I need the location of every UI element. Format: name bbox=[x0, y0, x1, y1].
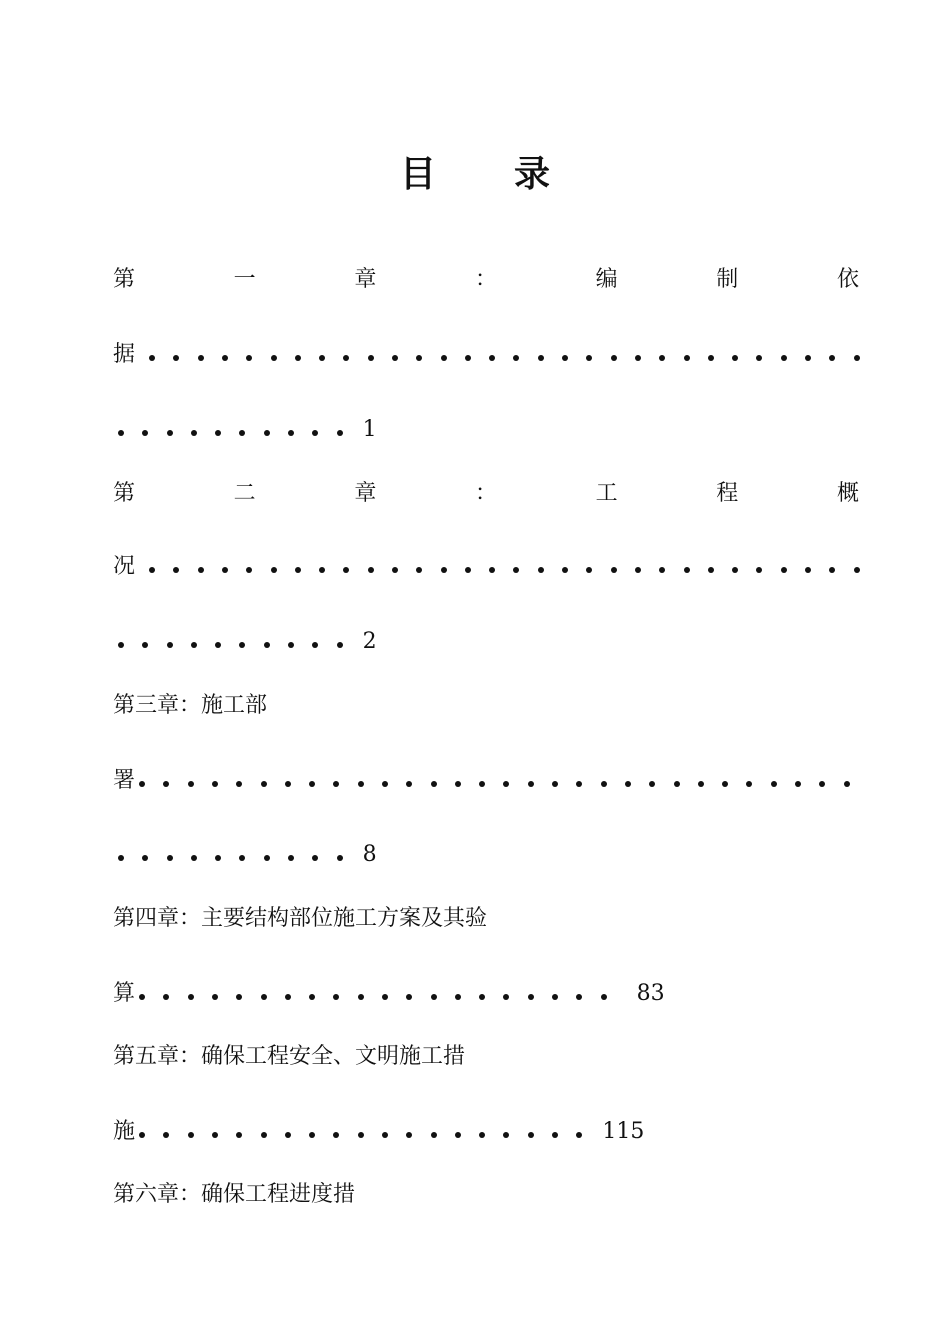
toc-leader-dots bbox=[139, 1132, 582, 1138]
leader-dot bbox=[337, 855, 343, 861]
leader-dot bbox=[756, 355, 762, 361]
leader-dot bbox=[309, 994, 315, 1000]
leader-dot bbox=[684, 355, 690, 361]
leader-dot bbox=[188, 781, 194, 787]
leader-dot bbox=[771, 781, 777, 787]
toc-entry-5-heading[interactable]: 第五章：确保工程安全、文明施工措 bbox=[113, 1044, 466, 1069]
leader-dot bbox=[215, 642, 221, 648]
toc-entry-2-leader-line bbox=[113, 552, 860, 582]
leader-dot bbox=[288, 430, 294, 436]
leader-dot bbox=[343, 355, 349, 361]
toc-entry-1-char: 第 bbox=[113, 267, 136, 292]
leader-dot bbox=[489, 567, 495, 573]
leader-dot bbox=[163, 994, 169, 1000]
leader-dot bbox=[576, 994, 582, 1000]
leader-dot bbox=[173, 355, 179, 361]
leader-dot bbox=[538, 355, 544, 361]
toc-entry-2-heading[interactable] bbox=[113, 479, 859, 509]
leader-dot bbox=[215, 855, 221, 861]
leader-dot bbox=[684, 567, 690, 573]
leader-dot bbox=[271, 355, 277, 361]
leader-dot bbox=[698, 781, 704, 787]
leader-dot bbox=[829, 355, 835, 361]
leader-dot bbox=[416, 567, 422, 573]
leader-dot bbox=[465, 355, 471, 361]
leader-dot bbox=[455, 1132, 461, 1138]
leader-dot bbox=[142, 855, 148, 861]
toc-entry-1-heading[interactable] bbox=[113, 265, 859, 295]
leader-dot bbox=[222, 355, 228, 361]
toc-entry-2-char: 第 bbox=[113, 481, 136, 506]
leader-dot bbox=[465, 567, 471, 573]
toc-leader-dots bbox=[118, 430, 343, 436]
leader-dot bbox=[118, 642, 124, 648]
leader-dot bbox=[295, 567, 301, 573]
leader-dot bbox=[239, 430, 245, 436]
leader-dot bbox=[854, 567, 860, 573]
toc-entry-1-page-line bbox=[113, 415, 377, 445]
leader-dot bbox=[503, 781, 509, 787]
leader-dot bbox=[285, 994, 291, 1000]
leader-dot bbox=[139, 781, 145, 787]
leader-dot bbox=[333, 994, 339, 1000]
leader-dot bbox=[576, 781, 582, 787]
leader-dot bbox=[167, 642, 173, 648]
leader-dot bbox=[805, 355, 811, 361]
leader-dot bbox=[285, 1132, 291, 1138]
leader-dot bbox=[139, 1132, 145, 1138]
leader-dot bbox=[586, 355, 592, 361]
leader-dot bbox=[309, 1132, 315, 1138]
leader-dot bbox=[142, 642, 148, 648]
leader-dot bbox=[118, 430, 124, 436]
leader-dot bbox=[756, 567, 762, 573]
leader-dot bbox=[264, 430, 270, 436]
leader-dot bbox=[239, 855, 245, 861]
toc-entry-3-page-line bbox=[113, 840, 377, 870]
toc-entry-1-leader-line bbox=[113, 340, 860, 370]
toc-entry-4-page: 83 bbox=[636, 981, 665, 1006]
leader-dot bbox=[611, 567, 617, 573]
leader-dot bbox=[264, 642, 270, 648]
leader-dot bbox=[212, 781, 218, 787]
leader-dot bbox=[479, 781, 485, 787]
leader-dot bbox=[264, 855, 270, 861]
leader-dot bbox=[528, 994, 534, 1000]
leader-dot bbox=[118, 855, 124, 861]
leader-dot bbox=[722, 781, 728, 787]
leader-dot bbox=[416, 355, 422, 361]
leader-dot bbox=[191, 855, 197, 861]
leader-dot bbox=[829, 567, 835, 573]
leader-dot bbox=[288, 642, 294, 648]
toc-entry-2-char: 程 bbox=[716, 481, 739, 506]
leader-dot bbox=[576, 1132, 582, 1138]
leader-dot bbox=[659, 567, 665, 573]
leader-dot bbox=[489, 355, 495, 361]
leader-dot bbox=[586, 567, 592, 573]
leader-dot bbox=[368, 567, 374, 573]
leader-dot bbox=[479, 1132, 485, 1138]
toc-entry-1-char: 依 bbox=[836, 267, 859, 292]
leader-dot bbox=[333, 1132, 339, 1138]
toc-entry-1-char: 编 bbox=[595, 267, 618, 292]
toc-entry-1-page: 1 bbox=[362, 417, 377, 442]
leader-dot bbox=[513, 567, 519, 573]
leader-dot bbox=[552, 781, 558, 787]
toc-entry-4-leader-line bbox=[113, 979, 665, 1009]
leader-dot bbox=[635, 567, 641, 573]
leader-dot bbox=[854, 355, 860, 361]
leader-dot bbox=[441, 355, 447, 361]
leader-dot bbox=[406, 781, 412, 787]
leader-dot bbox=[844, 781, 850, 787]
leader-dot bbox=[805, 567, 811, 573]
leader-dot bbox=[392, 355, 398, 361]
leader-dot bbox=[538, 567, 544, 573]
leader-dot bbox=[142, 430, 148, 436]
leader-dot bbox=[222, 567, 228, 573]
leader-dot bbox=[455, 994, 461, 1000]
leader-dot bbox=[198, 355, 204, 361]
toc-entry-2-char: 章 bbox=[354, 481, 377, 506]
leader-dot bbox=[337, 642, 343, 648]
leader-dot bbox=[239, 642, 245, 648]
leader-dot bbox=[455, 781, 461, 787]
leader-dot bbox=[552, 994, 558, 1000]
leader-dot bbox=[198, 567, 204, 573]
toc-entry-5-leader-line bbox=[113, 1117, 644, 1147]
leader-dot bbox=[333, 781, 339, 787]
leader-dot bbox=[358, 781, 364, 787]
toc-entry-2-char: ： bbox=[474, 481, 497, 506]
leader-dot bbox=[236, 1132, 242, 1138]
leader-dot bbox=[649, 781, 655, 787]
leader-dot bbox=[708, 355, 714, 361]
leader-dot bbox=[819, 781, 825, 787]
toc-entry-1-char: 制 bbox=[716, 267, 739, 292]
toc-entry-3-page: 8 bbox=[362, 842, 377, 867]
toc-entry-2-char: 二 bbox=[233, 481, 256, 506]
title-char-2: 录 bbox=[514, 153, 551, 195]
leader-dot bbox=[319, 355, 325, 361]
leader-dot bbox=[528, 1132, 534, 1138]
leader-dot bbox=[337, 430, 343, 436]
leader-dot bbox=[167, 855, 173, 861]
leader-dot bbox=[236, 781, 242, 787]
leader-dot bbox=[288, 855, 294, 861]
toc-entry-1-tail: 据 bbox=[113, 342, 136, 367]
leader-dot bbox=[173, 567, 179, 573]
leader-dot bbox=[261, 994, 267, 1000]
leader-dot bbox=[149, 567, 155, 573]
toc-leader-dots bbox=[118, 855, 343, 861]
leader-dot bbox=[312, 430, 318, 436]
leader-dot bbox=[382, 994, 388, 1000]
leader-dot bbox=[188, 994, 194, 1000]
toc-leader-dots bbox=[149, 355, 860, 361]
toc-entry-5-tail: 施 bbox=[113, 1119, 136, 1144]
leader-dot bbox=[513, 355, 519, 361]
toc-entry-3-leader-line bbox=[113, 766, 850, 796]
leader-dot bbox=[406, 1132, 412, 1138]
leader-dot bbox=[212, 994, 218, 1000]
leader-dot bbox=[503, 994, 509, 1000]
leader-dot bbox=[795, 781, 801, 787]
leader-dot bbox=[271, 567, 277, 573]
leader-dot bbox=[188, 1132, 194, 1138]
leader-dot bbox=[285, 781, 291, 787]
toc-entry-3-tail: 署 bbox=[113, 768, 136, 793]
leader-dot bbox=[343, 567, 349, 573]
leader-dot bbox=[246, 567, 252, 573]
leader-dot bbox=[503, 1132, 509, 1138]
toc-entry-2-page: 2 bbox=[362, 629, 377, 654]
toc-entry-1-char: 一 bbox=[233, 267, 256, 292]
toc-leader-dots bbox=[139, 781, 850, 787]
toc-entry-4-tail: 算 bbox=[113, 981, 136, 1006]
toc-leader-dots bbox=[139, 994, 607, 1000]
leader-dot bbox=[611, 355, 617, 361]
leader-dot bbox=[431, 994, 437, 1000]
leader-dot bbox=[149, 355, 155, 361]
leader-dot bbox=[562, 355, 568, 361]
toc-entry-4-heading[interactable]: 第四章：主要结构部位施工方案及其验 bbox=[113, 906, 488, 931]
leader-dot bbox=[562, 567, 568, 573]
leader-dot bbox=[781, 355, 787, 361]
leader-dot bbox=[212, 1132, 218, 1138]
leader-dot bbox=[441, 567, 447, 573]
leader-dot bbox=[601, 994, 607, 1000]
document-title bbox=[0, 148, 950, 200]
leader-dot bbox=[732, 567, 738, 573]
toc-entry-2-char: 概 bbox=[836, 481, 859, 506]
toc-leader-dots bbox=[118, 642, 343, 648]
leader-dot bbox=[479, 994, 485, 1000]
leader-dot bbox=[732, 355, 738, 361]
leader-dot bbox=[674, 781, 680, 787]
leader-dot bbox=[368, 355, 374, 361]
leader-dot bbox=[261, 1132, 267, 1138]
leader-dot bbox=[659, 355, 665, 361]
toc-entry-6-heading[interactable]: 第六章：确保工程进度措 bbox=[113, 1182, 356, 1207]
toc-entry-2-tail: 况 bbox=[113, 554, 136, 579]
leader-dot bbox=[261, 781, 267, 787]
toc-entry-1-char: ： bbox=[474, 267, 497, 292]
leader-dot bbox=[295, 355, 301, 361]
leader-dot bbox=[431, 1132, 437, 1138]
toc-entry-3-heading[interactable]: 第三章：施工部 bbox=[113, 693, 268, 718]
toc-entry-5-page: 115 bbox=[602, 1119, 645, 1144]
leader-dot bbox=[358, 994, 364, 1000]
leader-dot bbox=[746, 781, 752, 787]
leader-dot bbox=[635, 355, 641, 361]
leader-dot bbox=[708, 567, 714, 573]
leader-dot bbox=[528, 781, 534, 787]
leader-dot bbox=[312, 642, 318, 648]
leader-dot bbox=[382, 781, 388, 787]
leader-dot bbox=[382, 1132, 388, 1138]
leader-dot bbox=[358, 1132, 364, 1138]
leader-dot bbox=[406, 994, 412, 1000]
leader-dot bbox=[191, 430, 197, 436]
leader-dot bbox=[163, 1132, 169, 1138]
leader-dot bbox=[625, 781, 631, 787]
leader-dot bbox=[781, 567, 787, 573]
toc-leader-dots bbox=[149, 567, 860, 573]
toc-entry-2-char: 工 bbox=[595, 481, 618, 506]
leader-dot bbox=[246, 355, 252, 361]
leader-dot bbox=[431, 781, 437, 787]
toc-entry-1-char: 章 bbox=[354, 267, 377, 292]
leader-dot bbox=[191, 642, 197, 648]
leader-dot bbox=[552, 1132, 558, 1138]
title-char-1: 目 bbox=[399, 153, 436, 195]
leader-dot bbox=[139, 994, 145, 1000]
leader-dot bbox=[167, 430, 173, 436]
leader-dot bbox=[319, 567, 325, 573]
leader-dot bbox=[312, 855, 318, 861]
leader-dot bbox=[601, 781, 607, 787]
leader-dot bbox=[163, 781, 169, 787]
leader-dot bbox=[309, 781, 315, 787]
leader-dot bbox=[215, 430, 221, 436]
toc-entry-2-page-line bbox=[113, 627, 377, 657]
leader-dot bbox=[236, 994, 242, 1000]
leader-dot bbox=[392, 567, 398, 573]
